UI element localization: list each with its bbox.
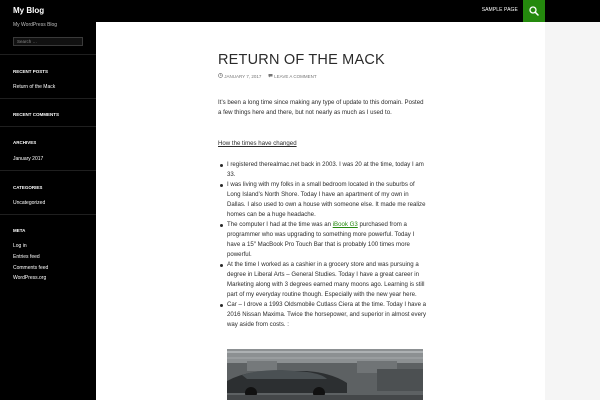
sidebar-divider [0, 98, 96, 99]
meta-link-comments-feed[interactable]: Comments feed [13, 265, 49, 271]
meta-link-entries-feed[interactable]: Entries feed [13, 254, 40, 260]
sidebar-divider [0, 54, 96, 55]
car-photo [227, 349, 423, 400]
post-date[interactable]: JANUARY 7, 2017 [224, 73, 262, 79]
list-item [218, 220, 428, 260]
ibook-g3-link[interactable]: iBook G3 [332, 221, 358, 228]
sidebar-search-input[interactable] [13, 37, 83, 46]
site-tagline: My WordPress Blog [13, 22, 58, 28]
list-item-text: The computer I had at the time was an [227, 221, 333, 228]
search-icon [529, 6, 539, 16]
main-content [96, 22, 545, 400]
nav-sample-page[interactable]: SAMPLE PAGE [481, 7, 518, 13]
site-header [0, 0, 600, 22]
list-item: I registered therealmac.net back in 2003. I was 20 at the time, today I am 33. [218, 160, 428, 180]
list-item: I was living with my folks in a small bedroom located in the suburbs of Long Island’s North Shore. Today I have an apartment of my own in Dallas. I also used to own a house with someone else. It made me realize homes can be a huge headache. [218, 180, 428, 220]
list-item-text: purchased from a programmer who was upgrading to something more powerful. Today I have a 15″ MacBook Pro Touch Bar that is probably 100 times more powerful. [227, 221, 415, 258]
leave-comment-link[interactable]: LEAVE A COMMENT [274, 73, 317, 79]
archive-link[interactable]: January 2017 [13, 156, 44, 162]
widget-title-categories: CATEGORIES [13, 185, 43, 190]
widget-title-recent-posts: RECENT POSTS [13, 69, 49, 74]
post-intro: It’s been a long time since making any type of update to this domain. Posted a few things here and there, but not nearly as much as I used to. [218, 99, 424, 116]
sidebar-divider [0, 126, 96, 127]
meta-link-login[interactable]: Log in [13, 243, 27, 249]
right-gutter [545, 22, 600, 400]
list-item: At the time I worked as a cashier in a grocery store and was pursuing a degree in Liberal Arts – General Studies. Today I have a great career in Marketing along with 3 degrees earned many moons ago. Learning is still part of my everyday routine though. Especially with the new year here. [218, 260, 428, 300]
category-link[interactable]: Uncategorized [13, 200, 46, 206]
comment-icon [268, 73, 273, 79]
search-toggle-button[interactable] [523, 0, 545, 22]
post-meta [218, 73, 317, 79]
meta-link-wordpress-org[interactable]: WordPress.org [13, 275, 47, 281]
list-item: Car – I drove a 1993 Oldsmobile Cutlass Ciera at the time. Today I have a 2016 Nissan Maxima. Twice the horsepower, and superior in almost every way aside from costs. : [218, 300, 428, 330]
clock-icon [218, 73, 223, 79]
sidebar-divider [0, 214, 96, 215]
site-title[interactable]: My Blog [13, 6, 45, 15]
sidebar [0, 22, 96, 400]
post-title[interactable]: RETURN OF THE MACK [218, 52, 385, 68]
post-subheading: How the times have changed [218, 140, 297, 147]
widget-title-meta: META [13, 228, 26, 233]
widget-title-archives: ARCHIVES [13, 140, 37, 145]
post-bullet-list [218, 160, 428, 330]
recent-post-link[interactable]: Return of the Mack [13, 84, 56, 90]
widget-title-recent-comments: RECENT COMMENTS [13, 112, 59, 117]
sidebar-divider [0, 170, 96, 171]
